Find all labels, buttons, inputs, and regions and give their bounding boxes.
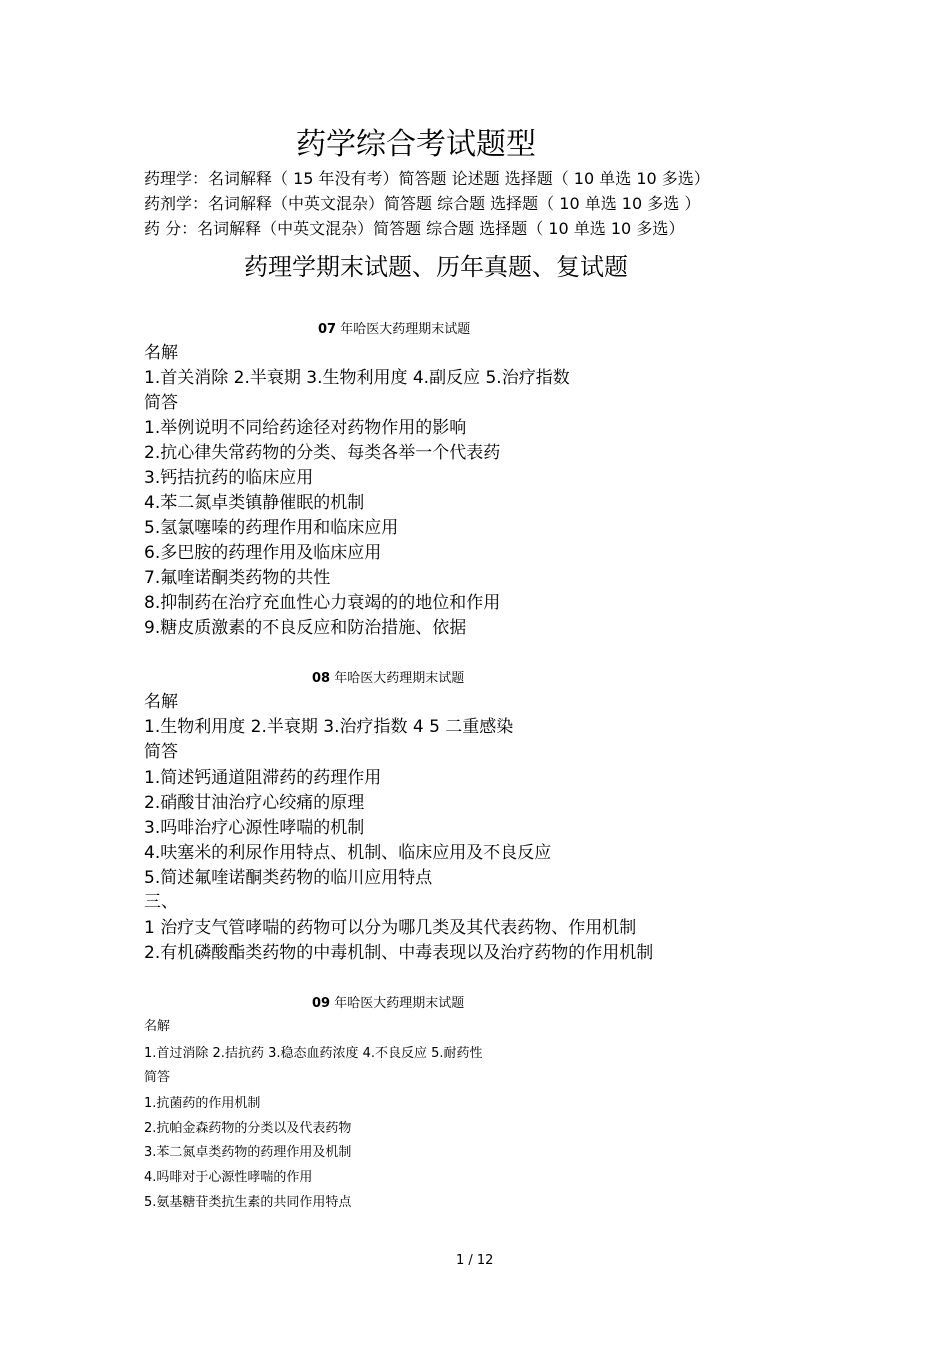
section-title-text: 年哈医大药理期末试题 [330,671,465,686]
section-line: 简答 [144,742,178,762]
section-line: 1.生物利用度 2.半衰期 3.治疗指数 4 5 二重感染 [144,717,514,737]
summary-line-pharmacology: 药理学：名词解释（ 15 年没有考）简答题 论述题 选择题（ 10 单选 10 多选） [144,169,710,188]
section-line: 2.硝酸甘油治疗心绞痛的原理 [144,793,365,813]
section-line: 3.苯二氮卓类药物的药理作用及机制 [144,1145,352,1160]
section-line: 9.糖皮质激素的不良反应和防治措施、依据 [144,618,467,638]
section-line: 1 治疗支气管哮喘的药物可以分为哪几类及其代表药物、作用机制 [144,918,637,938]
section-line: 4.吗啡对于心源性哮喘的作用 [144,1170,313,1185]
section-line: 1.举例说明不同给药途径对药物作用的影响 [144,418,467,438]
section-line: 4.呋塞米的利尿作用特点、机制、临床应用及不良反应 [144,843,552,863]
section-title-text: 年哈医大药理期末试题 [330,996,465,1011]
section-line: 三、 [144,892,178,912]
section-line: 3.吗啡治疗心源性哮喘的机制 [144,818,365,838]
document-subtitle: 药理学期末试题、历年真题、复试题 [244,253,628,281]
section-line: 3.钙拮抗药的临床应用 [144,468,314,488]
summary-line-analysis: 药 分：名词解释（中英文混杂）简答题 综合题 选择题（ 10 单选 10 多选） [144,219,685,238]
section-line: 1.简述钙通道阻滞药的药理作用 [144,768,382,788]
section-line: 1.首关消除 2.半衰期 3.生物利用度 4.副反应 5.治疗指数 [144,368,570,388]
section-line: 名解 [144,1019,171,1034]
section-line: 4.苯二氮卓类镇静催眠的机制 [144,493,365,513]
section-line: 1.抗菌药的作用机制 [144,1096,261,1111]
section-title-text: 年哈医大药理期末试题 [336,322,471,337]
summary-line-pharmaceutics: 药剂学：名词解释（中英文混杂）简答题 综合题 选择题（ 10 单选 10 多选 ） [144,194,701,213]
section-line: 5.氢氯噻嗪的药理作用和临床应用 [144,518,399,538]
section-title-08 [312,672,464,685]
section-line: 简答 [144,393,178,413]
section-line: 2.抗心律失常药物的分类、每类各举一个代表药 [144,443,501,463]
section-line: 7.氟喹诺酮类药物的共性 [144,568,331,588]
section-year: 07 [318,322,337,337]
section-line: 2.抗帕金森药物的分类以及代表药物 [144,1121,352,1136]
section-line: 6.多巴胺的药理作用及临床应用 [144,543,382,563]
section-line: 5.氨基糖苷类抗生素的共同作用特点 [144,1195,352,1210]
section-line: 简答 [144,1070,171,1085]
section-year: 08 [312,671,331,686]
section-title-09 [312,997,464,1010]
section-line: 名解 [144,343,178,363]
section-line: 5.简述氟喹诺酮类药物的临川应用特点 [144,868,433,888]
section-line: 8.抑制药在治疗充血性心力衰竭的的地位和作用 [144,593,501,613]
section-line: 名解 [144,692,178,712]
section-title-07 [318,323,470,336]
section-line: 1.首过消除 2.拮抗药 3.稳态血药浓度 4.不良反应 5.耐药性 [144,1046,483,1061]
section-year: 09 [312,996,331,1011]
section-line: 2.有机磷酸酯类药物的中毒机制、中毒表现以及治疗药物的作用机制 [144,943,654,963]
document-title: 药学综合考试题型 [296,127,536,162]
page-indicator: 1 / 12 [456,1253,494,1268]
